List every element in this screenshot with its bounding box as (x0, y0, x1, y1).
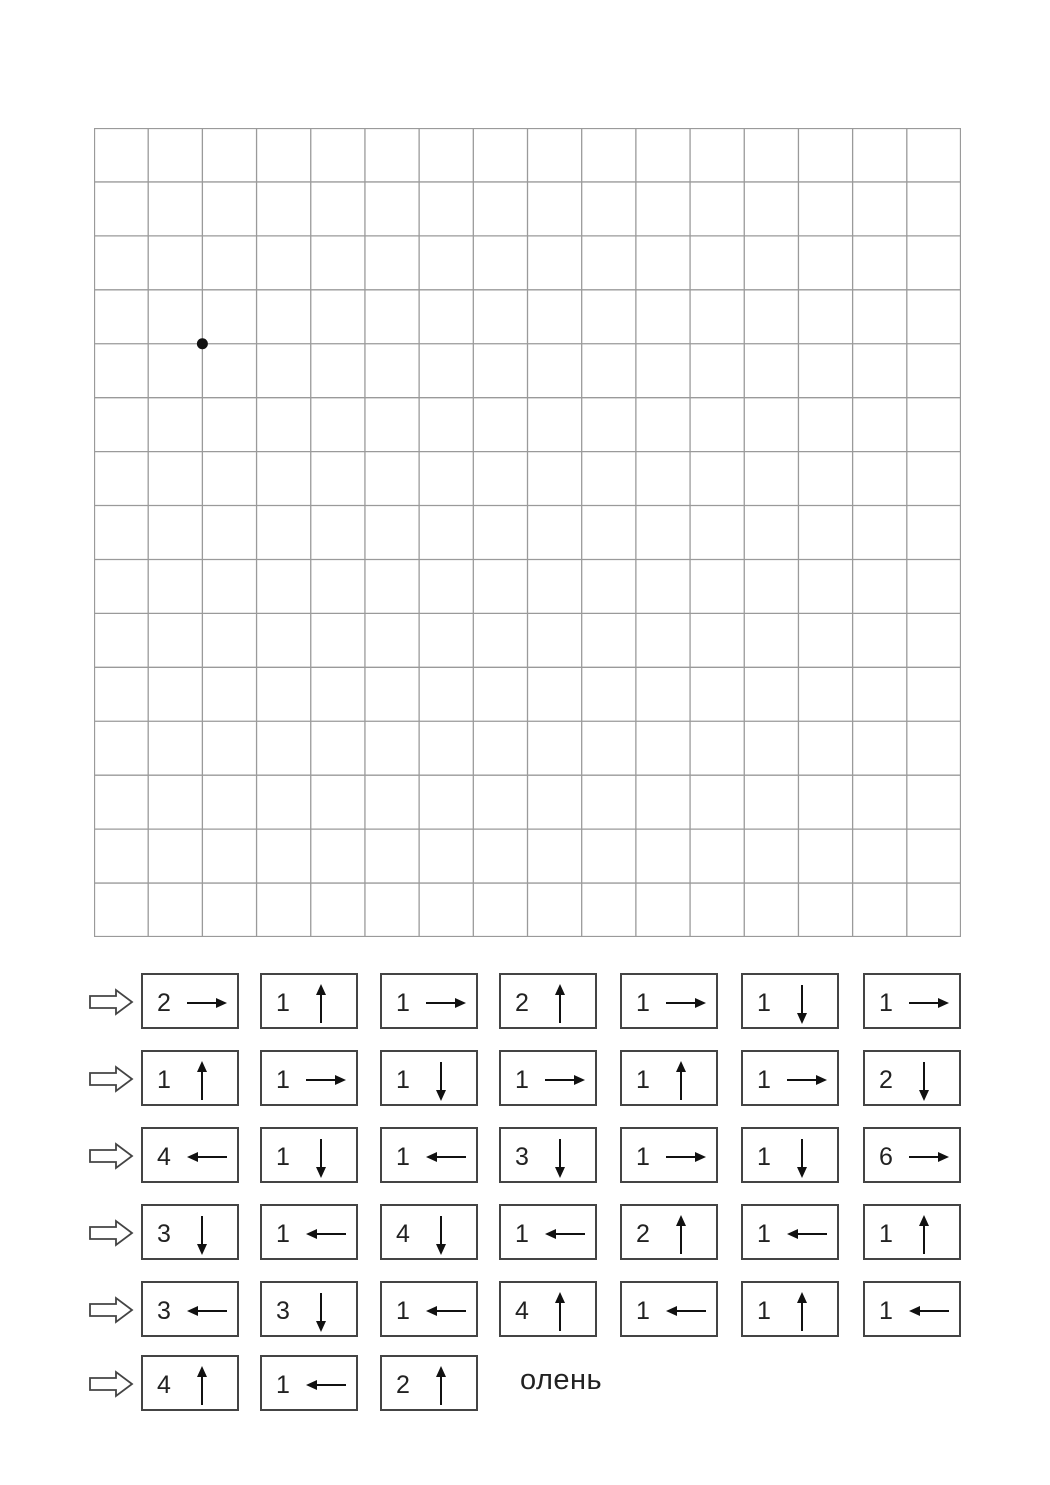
arrow-left-icon (185, 1150, 229, 1164)
arrow-right-icon (543, 1073, 587, 1087)
arrow-left-icon (424, 1150, 468, 1164)
step-count: 1 (757, 989, 771, 1017)
command-card (499, 1281, 597, 1337)
command-card (620, 1204, 718, 1260)
row-start-arrow-icon (88, 1065, 134, 1093)
arrow-down-icon (195, 1214, 209, 1256)
arrow-down-icon (917, 1060, 931, 1102)
command-card (499, 973, 597, 1029)
command-card (141, 1127, 239, 1183)
command-card (741, 1204, 839, 1260)
arrow-down-icon (434, 1060, 448, 1102)
step-count: 1 (757, 1066, 771, 1094)
arrow-left-icon (424, 1304, 468, 1318)
command-card (380, 1127, 478, 1183)
arrow-down-icon (314, 1137, 328, 1179)
arrow-down-icon (795, 983, 809, 1025)
step-count: 4 (515, 1297, 529, 1325)
row-start-arrow-icon (88, 1370, 134, 1398)
arrow-right-icon (424, 996, 468, 1010)
step-count: 1 (515, 1220, 529, 1248)
command-card (380, 1355, 478, 1411)
command-card (141, 1281, 239, 1337)
step-count: 1 (276, 1066, 290, 1094)
command-card (499, 1204, 597, 1260)
step-count: 1 (757, 1143, 771, 1171)
command-card (741, 1050, 839, 1106)
command-card (499, 1127, 597, 1183)
command-card (620, 973, 718, 1029)
step-count: 3 (276, 1297, 290, 1325)
command-card (260, 1050, 358, 1106)
arrow-down-icon (314, 1291, 328, 1333)
command-card (863, 1127, 961, 1183)
step-count: 1 (636, 1066, 650, 1094)
arrow-up-icon (314, 983, 328, 1025)
command-row (88, 1050, 968, 1110)
row-start-arrow-icon (88, 988, 134, 1016)
arrow-right-icon (185, 996, 229, 1010)
arrow-up-icon (917, 1214, 931, 1256)
step-count: 1 (636, 1297, 650, 1325)
command-card (380, 1204, 478, 1260)
arrow-up-icon (674, 1214, 688, 1256)
step-count: 1 (276, 1220, 290, 1248)
arrow-up-icon (553, 1291, 567, 1333)
step-count: 1 (636, 1143, 650, 1171)
start-point-dot (197, 338, 208, 349)
step-count: 4 (396, 1220, 410, 1248)
arrow-left-icon (907, 1304, 951, 1318)
arrow-left-icon (543, 1227, 587, 1241)
command-card (141, 1355, 239, 1411)
row-start-arrow-icon (88, 1296, 134, 1324)
command-card (380, 1281, 478, 1337)
step-count: 2 (636, 1220, 650, 1248)
command-card (380, 1050, 478, 1106)
command-card (499, 1050, 597, 1106)
command-card (741, 1281, 839, 1337)
step-count: 1 (757, 1297, 771, 1325)
arrow-left-icon (785, 1227, 829, 1241)
command-card (260, 973, 358, 1029)
step-count: 1 (276, 1143, 290, 1171)
arrow-left-icon (664, 1304, 708, 1318)
step-count: 1 (276, 1371, 290, 1399)
step-count: 1 (396, 989, 410, 1017)
arrow-up-icon (674, 1060, 688, 1102)
arrow-right-icon (664, 1150, 708, 1164)
command-card (141, 1050, 239, 1106)
step-count: 3 (515, 1143, 529, 1171)
arrow-right-icon (785, 1073, 829, 1087)
step-count: 1 (396, 1297, 410, 1325)
command-card (260, 1127, 358, 1183)
arrow-up-icon (195, 1365, 209, 1407)
arrow-up-icon (553, 983, 567, 1025)
command-row (88, 1281, 968, 1341)
command-card (863, 1050, 961, 1106)
command-card (141, 1204, 239, 1260)
step-count: 4 (157, 1371, 171, 1399)
arrow-right-icon (664, 996, 708, 1010)
command-card (863, 1204, 961, 1260)
command-card (260, 1204, 358, 1260)
command-card (260, 1355, 358, 1411)
command-card (620, 1281, 718, 1337)
command-row (88, 1204, 968, 1264)
row-start-arrow-icon (88, 1219, 134, 1247)
command-row (88, 973, 968, 1033)
command-card (741, 1127, 839, 1183)
arrow-right-icon (907, 1150, 951, 1164)
arrow-right-icon (907, 996, 951, 1010)
step-count: 1 (157, 1066, 171, 1094)
step-count: 1 (757, 1220, 771, 1248)
arrow-right-icon (304, 1073, 348, 1087)
step-count: 1 (396, 1143, 410, 1171)
arrow-left-icon (185, 1304, 229, 1318)
arrow-left-icon (304, 1227, 348, 1241)
step-count: 3 (157, 1297, 171, 1325)
command-card (141, 973, 239, 1029)
dictation-grid (94, 128, 961, 937)
arrow-down-icon (795, 1137, 809, 1179)
command-card (741, 973, 839, 1029)
step-count: 1 (276, 989, 290, 1017)
step-count: 3 (157, 1220, 171, 1248)
step-count: 1 (515, 1066, 529, 1094)
step-count: 1 (636, 989, 650, 1017)
arrow-down-icon (434, 1214, 448, 1256)
command-row (88, 1127, 968, 1187)
arrow-up-icon (195, 1060, 209, 1102)
step-count: 2 (515, 989, 529, 1017)
arrow-up-icon (434, 1365, 448, 1407)
step-count: 4 (157, 1143, 171, 1171)
command-card (620, 1050, 718, 1106)
step-count: 2 (157, 989, 171, 1017)
command-card (260, 1281, 358, 1337)
arrow-down-icon (553, 1137, 567, 1179)
step-count: 2 (396, 1371, 410, 1399)
step-count: 1 (879, 1297, 893, 1325)
command-card (380, 973, 478, 1029)
answer-word: олень (520, 1364, 603, 1396)
step-count: 1 (879, 1220, 893, 1248)
arrow-up-icon (795, 1291, 809, 1333)
command-card (863, 973, 961, 1029)
command-card (863, 1281, 961, 1337)
step-count: 2 (879, 1066, 893, 1094)
command-card (620, 1127, 718, 1183)
row-start-arrow-icon (88, 1142, 134, 1170)
step-count: 1 (879, 989, 893, 1017)
arrow-left-icon (304, 1378, 348, 1392)
step-count: 1 (396, 1066, 410, 1094)
step-count: 6 (879, 1143, 893, 1171)
